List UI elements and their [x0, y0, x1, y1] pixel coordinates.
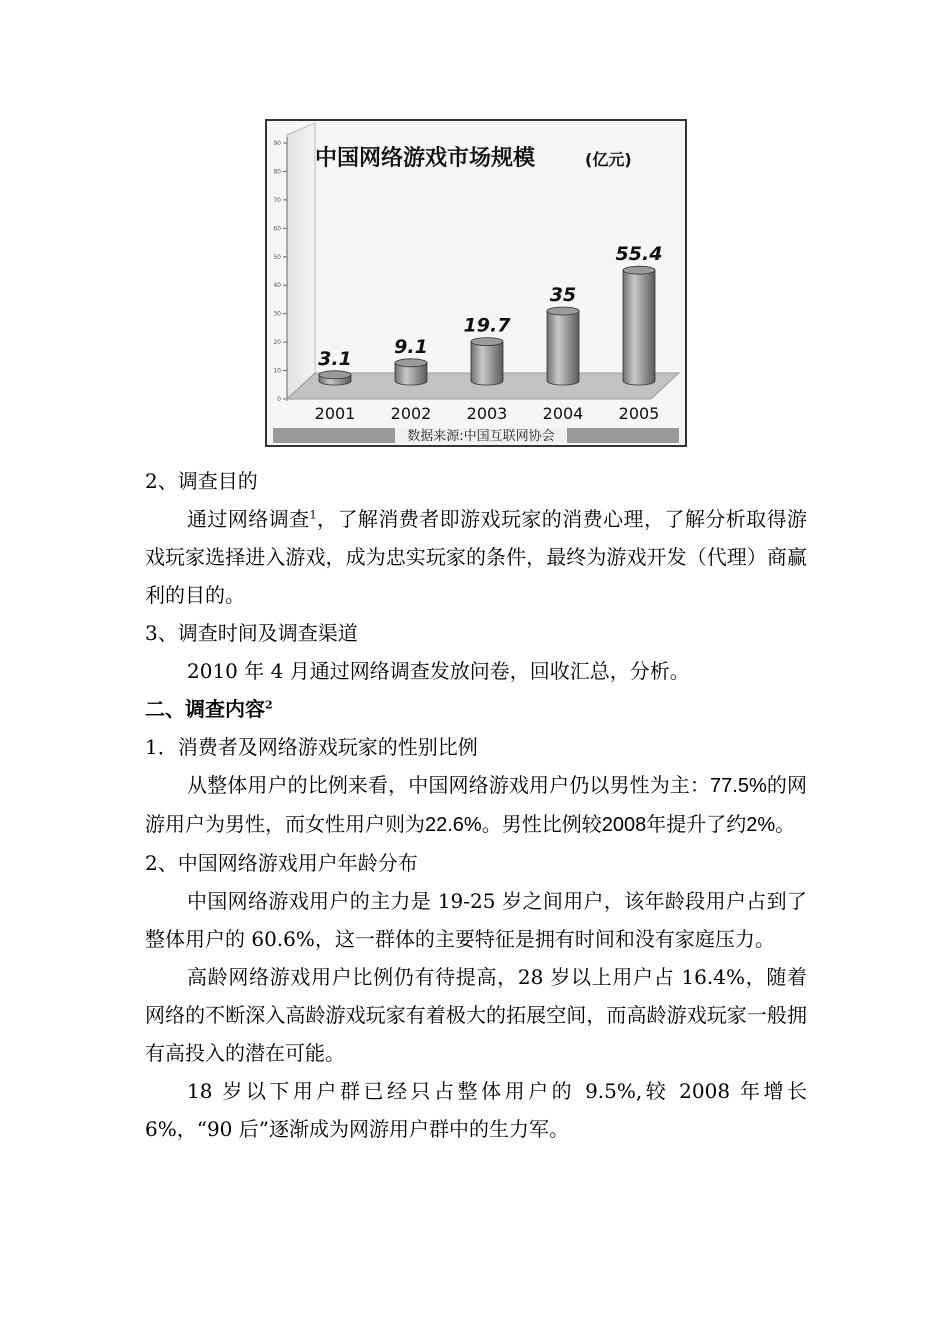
item1-text-2: 的网游用户为男性，而女性用户则为	[145, 773, 807, 836]
y-tick-label-3: 30	[273, 310, 281, 318]
value-label-2002: 9.1	[394, 335, 428, 358]
chart-title: 中国网络游戏市场规模	[315, 146, 536, 171]
x-tick-label-2002: 2002	[390, 404, 432, 423]
item1-paragraph	[145, 766, 807, 844]
item1-year: 2008	[601, 814, 647, 836]
item1-text-3: 。男性比例较	[481, 812, 602, 836]
y-tick-label-8: 80	[273, 168, 281, 176]
section3-heading: 3、调查时间及调查渠道	[145, 621, 358, 645]
chart-source: 数据来源:中国互联网协会	[407, 429, 555, 444]
chart-unit: (亿元)	[585, 150, 632, 169]
market-size-chart	[265, 119, 687, 447]
part2-heading	[145, 690, 807, 728]
bar-top-2002	[395, 359, 427, 367]
bar-2004	[547, 311, 579, 385]
item2-heading: 2、中国网络游戏用户年龄分布	[145, 851, 418, 875]
item2-paragraph-2: 高龄网络游戏用户比例仍有待提高，28 岁以上用户占 16.4%，随着网络的不断深入高龄游戏玩家有着极大的拓展空间，而高龄游戏玩家一般拥有高投入的潜在可能。	[145, 965, 807, 1065]
document-body	[145, 462, 807, 1148]
part2-heading-text: 二、调查内容	[145, 697, 265, 721]
chart-svg	[267, 121, 685, 445]
item1-text-1: 从整体用户的比例来看，中国网络游戏用户仍以男性为主：	[187, 773, 711, 797]
bar-top-2001	[319, 371, 351, 379]
section2-heading: 2、调查目的	[145, 469, 258, 493]
value-label-2003: 19.7	[463, 314, 511, 337]
item2-paragraph-1: 中国网络游戏用户的主力是 19-25 岁之间用户，该年龄段用户占到了整体用户的 60.6%，这一群体的主要特征是拥有时间和没有家庭压力。	[145, 889, 807, 951]
item1-text-4: 年提升了约	[646, 812, 747, 836]
bar-top-2003	[471, 338, 503, 346]
value-label-2005: 55.4	[615, 243, 663, 266]
y-tick-label-2: 20	[273, 339, 281, 347]
y-tick-label-7: 70	[273, 196, 281, 204]
section2-text-b: ，了解消费者即游戏玩家的消费心理，了解分析取得游戏玩家选择进入游戏，成为忠实玩家的条件，最终为游戏开发（代理）商赢利的目的。	[145, 507, 808, 607]
x-tick-label-2001: 2001	[314, 404, 356, 423]
y-tick-label-6: 60	[273, 225, 281, 233]
y-tick-label-9: 90	[273, 140, 281, 147]
footnote-ref-2[interactable]: 2	[265, 698, 273, 712]
y-tick-label-1: 10	[273, 367, 281, 375]
item1-heading: 1．消费者及网络游戏玩家的性别比例	[145, 735, 478, 759]
item1-text-5: 。	[775, 812, 796, 836]
x-tick-label-2004: 2004	[542, 404, 584, 423]
item1-female-pct: 22.6%	[425, 814, 482, 836]
section2-paragraph	[145, 500, 807, 614]
footnote-ref-1[interactable]: 1	[309, 508, 317, 522]
y-tick-label-5: 50	[273, 253, 281, 261]
item1-increase-pct: 2%	[746, 814, 776, 836]
bar-top-2005	[623, 266, 655, 274]
y-tick-label-4: 40	[273, 282, 281, 290]
bar-2005	[623, 270, 655, 385]
item1-male-pct: 77.5%	[710, 775, 767, 797]
x-tick-label-2005: 2005	[618, 404, 660, 423]
chart-side-wall	[287, 123, 315, 399]
value-label-2004: 35	[549, 284, 577, 306]
bar-2003	[471, 342, 503, 385]
item2-paragraph-3: 18 岁以下用户群已经只占整体用户的 9.5%,较 2008 年增长 6%，“90 后”逐渐成为网游用户群中的生力军。	[145, 1079, 807, 1141]
y-tick-label-0: 0	[277, 396, 281, 403]
value-label-2001: 3.1	[318, 347, 352, 370]
x-tick-label-2003: 2003	[466, 404, 508, 423]
section3-paragraph: 2010 年 4 月通过网络调查发放问卷，回收汇总，分析。	[187, 659, 690, 683]
bar-top-2004	[547, 307, 579, 315]
section2-text-a: 通过网络调查	[187, 507, 310, 531]
